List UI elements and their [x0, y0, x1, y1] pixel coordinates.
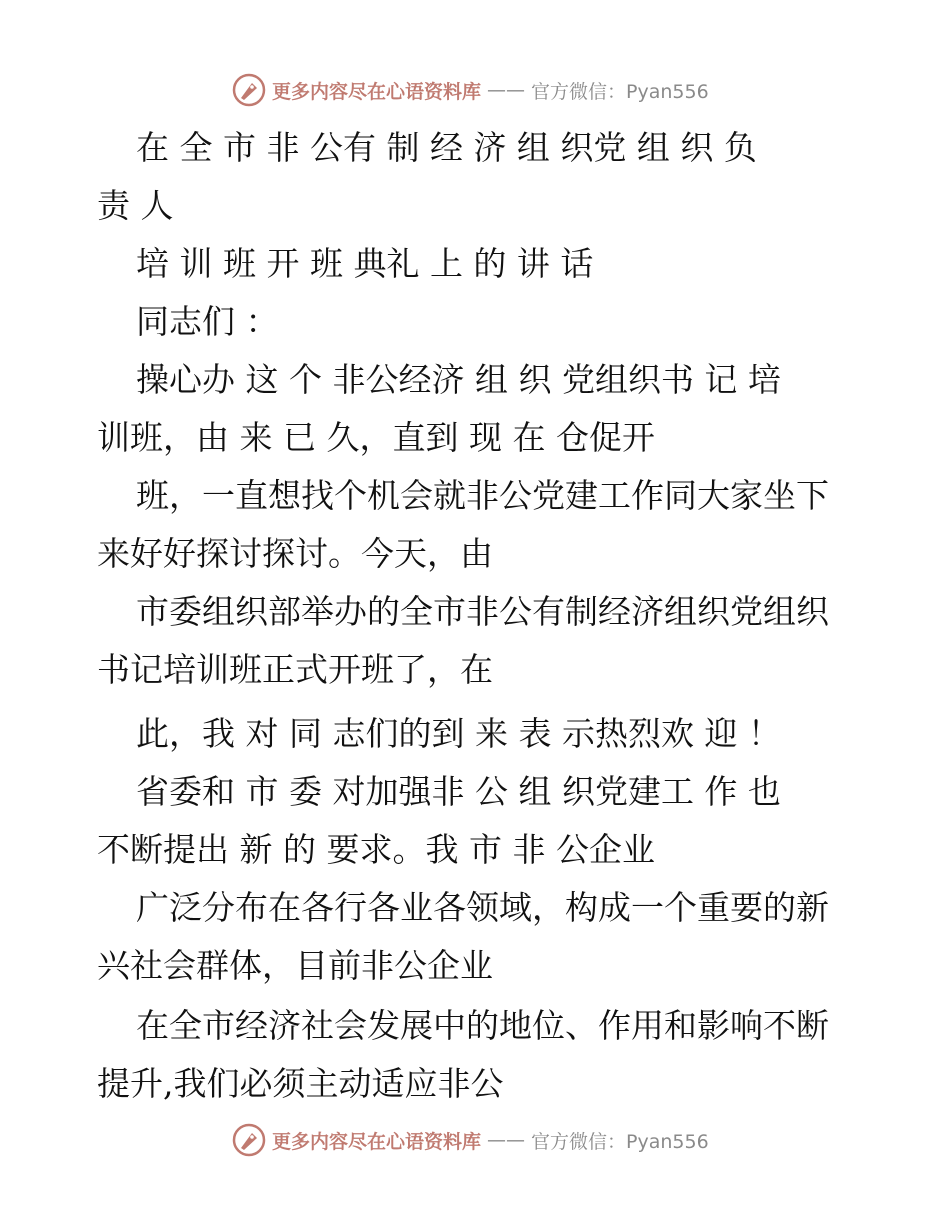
text-line: 广泛分布在各行各业各领域，构成一个重要的新 [136, 888, 829, 927]
text-line: 来好好探讨探讨。今天，由 [97, 534, 493, 573]
text-line: 在 全 市 非 公有 制 经 济 组 织党 组 织 负 [136, 128, 757, 167]
text-line: 操心办 这 个 非公经济 组 织 党组织书 记 培 [136, 360, 781, 399]
watermark-text: 更多内容尽在心语资料库 [272, 80, 482, 103]
pen-nib-logo-icon [232, 73, 266, 107]
text-line: 培 训 班 开 班 典礼 上 的 讲 话 [136, 244, 594, 283]
text-line: 同志们 ： [136, 302, 279, 341]
pen-nib-logo-icon [232, 1123, 266, 1157]
text-line: 不断提出 新 的 要求。我 市 非 公企业 [97, 830, 655, 869]
text-line: 此，我 对 同 志们的到 来 表 示热烈欢 迎 ！ [136, 714, 781, 753]
watermark-wechat: 官方微信：Pyan556 [531, 80, 709, 103]
text-line: 兴社会群体，目前非公企业 [97, 946, 493, 985]
watermark-wechat: 官方微信：Pyan556 [531, 1130, 709, 1153]
header-watermark [232, 70, 709, 110]
text-line: 书记培训班正式开班了，在 [97, 650, 493, 689]
text-line: 市委组织部举办的全市非公有制经济组织党组织 [136, 592, 829, 631]
watermark-separator: —— [487, 1129, 526, 1151]
text-line: 班，一直想找个机会就非公党建工作同大家坐下 [136, 476, 829, 515]
watermark-text: 更多内容尽在心语资料库 [272, 1130, 482, 1153]
text-line: 在全市经济社会发展中的地位、作用和影响不断 [136, 1006, 829, 1045]
text-line: 责 人 [97, 186, 174, 225]
text-line: 省委和 市 委 对加强非 公 组 织党建工 作 也 [136, 772, 781, 811]
watermark-separator: —— [487, 79, 526, 101]
text-line: 提升,我们必须主动适应非公 [97, 1064, 504, 1103]
text-line: 训班，由 来 已 久，直到 现 在 仓促开 [97, 418, 655, 457]
footer-watermark [232, 1120, 709, 1160]
